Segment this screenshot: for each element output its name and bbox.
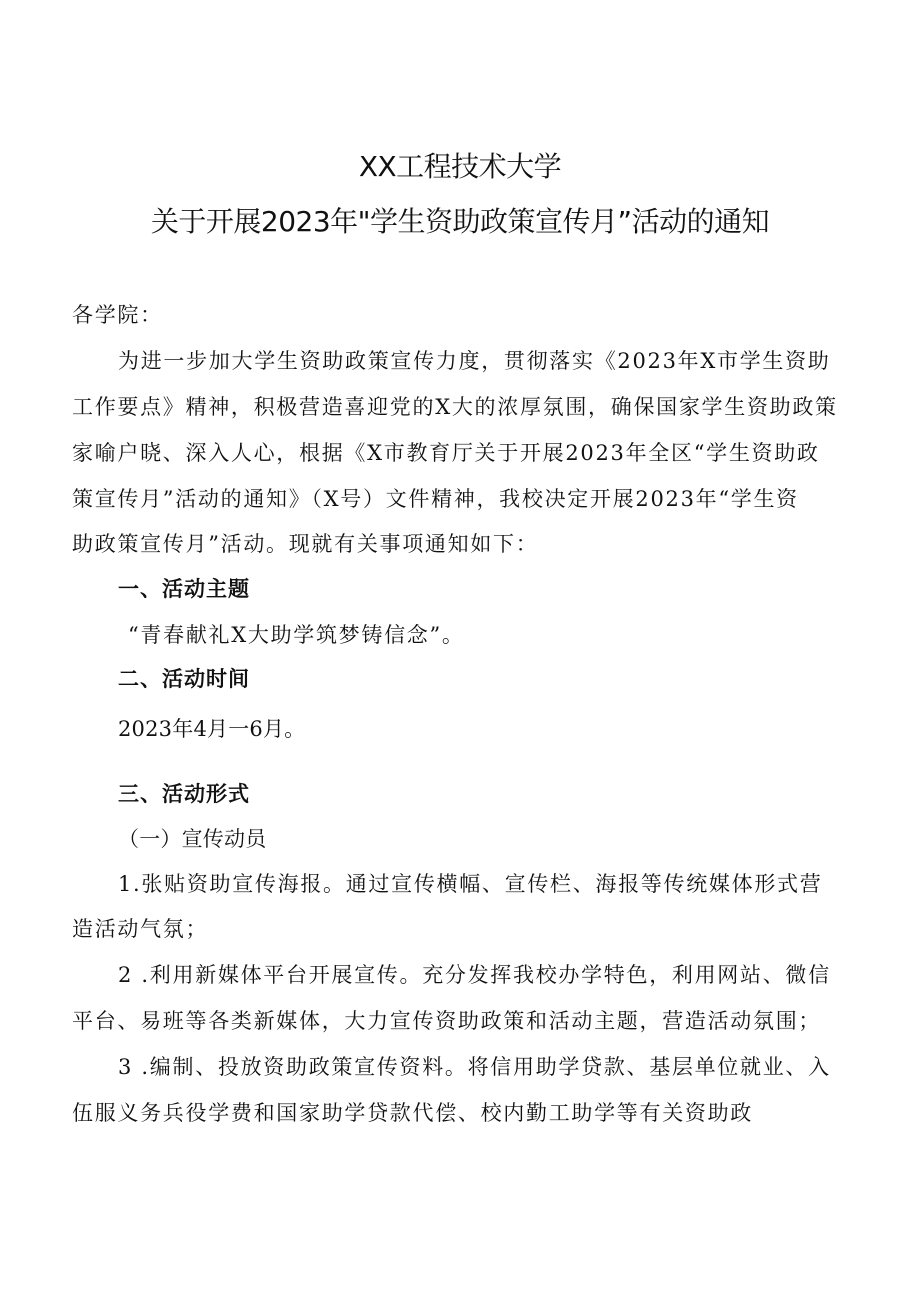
intro-line-2: 工作要点》精神，积极营造喜迎党的X大的浓厚氛围，确保国家学生资助政策 [72, 395, 838, 419]
section-body-time: 2023年4月一6月。 [118, 717, 306, 741]
item-2-line-2: 平台、易班等各类新媒体，大力宣传资助政策和活动主题，营造活动氛围； [72, 1009, 822, 1033]
intro-line-3: 家喻户晓、深入人心，根据《X市教育厅关于开展2023年全区“学生资助政 [72, 441, 820, 465]
intro-line-5: 助政策宣传月”活动。现就有关事项通知如下： [72, 532, 539, 556]
section-heading-theme: 一、活动主题 [118, 577, 250, 601]
subsection-heading-publicity: （一）宣传动员 [118, 827, 267, 851]
section-body-theme: “青春献礼X大助学筑梦铸信念”。 [128, 623, 465, 647]
item-1-line-2: 造活动气氛； [72, 917, 209, 941]
item-3-line-1: 3 .编制、投放资助政策宣传资料。将信用助学贷款、基层单位就业、入 [118, 1055, 831, 1079]
item-1-line-1: 1.张贴资助宣传海报。通过宣传横幅、宣传栏、海报等传统媒体形式营 [118, 872, 823, 896]
item-2-line-1: 2 .利用新媒体平台开展宣传。充分发挥我校办学特色，利用网站、微信 [118, 963, 831, 987]
salutation: 各学院： [72, 303, 163, 327]
intro-line-1: 为进一步加大学生资助政策宣传力度，贯彻落实《2023年X市学生资助 [118, 349, 831, 373]
document-title-notice: 关于开展2023年"学生资助政策宣传月”活动的通知 [150, 205, 770, 238]
item-3-line-2: 伍服义务兵役学费和国家助学贷款代偿、校内勤工助学等有关资助政 [72, 1101, 753, 1125]
document-title-school: XX工程技术大学 [358, 150, 562, 183]
section-heading-time: 二、活动时间 [118, 667, 250, 691]
section-heading-form: 三、活动形式 [118, 782, 250, 806]
intro-line-4: 策宣传月”活动的通知》（X号）文件精神，我校决定开展2023年“学生资 [72, 487, 799, 511]
